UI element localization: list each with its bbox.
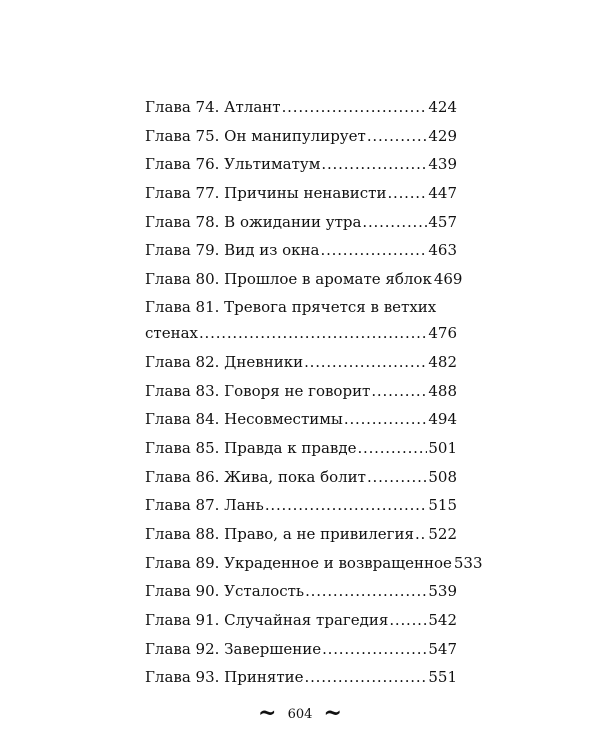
- dot-leader: [265, 492, 428, 518]
- dot-leader: [321, 151, 427, 177]
- toc-entry-76[interactable]: [145, 151, 457, 177]
- dot-leader: [367, 464, 427, 490]
- page-number: 604: [287, 707, 313, 722]
- toc-entry-title: Глава 87. Лань: [145, 496, 264, 515]
- toc-entry-page: 515: [428, 496, 457, 515]
- toc-entry-page: 501: [428, 439, 457, 458]
- toc-entry-85[interactable]: [145, 435, 457, 461]
- toc-entry-82[interactable]: [145, 349, 457, 375]
- toc-entry-title: Глава 77. Причины ненависти: [145, 183, 387, 202]
- toc-entry-79[interactable]: [145, 237, 457, 263]
- toc-entry-page: 488: [428, 381, 457, 400]
- dot-leader: [371, 378, 427, 404]
- toc-entry-84[interactable]: [145, 406, 457, 432]
- toc-entry-page: 482: [428, 353, 457, 372]
- dot-leader: [357, 435, 427, 461]
- toc-entry-page: 447: [428, 183, 457, 202]
- toc-entry-91[interactable]: [145, 607, 457, 633]
- dot-leader: [305, 664, 428, 690]
- toc-entry-page: 522: [428, 524, 457, 543]
- toc-entry-page: 542: [428, 610, 457, 629]
- table-of-contents: [145, 94, 483, 690]
- dot-leader: [344, 406, 427, 432]
- left-tilde-ornament: ~: [258, 698, 277, 728]
- toc-entry-92[interactable]: [145, 636, 457, 662]
- dot-leader: [387, 180, 427, 206]
- toc-entry-title: Глава 78. В ожидании утра: [145, 212, 362, 231]
- toc-entry-title-line2: стенах: [145, 324, 198, 343]
- toc-entry-78[interactable]: [145, 209, 457, 235]
- dot-leader: [282, 94, 428, 120]
- toc-entry-page: 539: [428, 582, 457, 601]
- toc-entry-title: Глава 82. Дневники: [145, 353, 304, 372]
- toc-entry-page: 508: [428, 467, 457, 486]
- toc-entry-77[interactable]: [145, 180, 457, 206]
- toc-entry-86[interactable]: [145, 464, 457, 490]
- toc-entry-page: 424: [428, 98, 457, 116]
- toc-entry-page: 469: [433, 269, 463, 288]
- toc-entry-88[interactable]: [145, 521, 457, 547]
- toc-entry-90[interactable]: [145, 578, 457, 604]
- toc-entry-74[interactable]: [145, 94, 457, 120]
- toc-entry-title: Глава 89. Украденное и возвращенное: [145, 553, 452, 572]
- toc-entry-75[interactable]: [145, 123, 457, 149]
- toc-entry-page: 463: [428, 241, 457, 260]
- toc-entry-page: 439: [428, 155, 457, 174]
- toc-entry-page: 533: [453, 553, 483, 572]
- toc-entry-title: Глава 80. Прошлое в аромате яблок: [145, 269, 432, 288]
- toc-entry-title: Глава 79. Вид из окна: [145, 241, 320, 260]
- toc-entry-page: 429: [428, 126, 457, 145]
- right-tilde-ornament: ~: [323, 698, 342, 728]
- dot-leader: [199, 320, 427, 346]
- dot-leader: [415, 521, 427, 547]
- dot-leader: [367, 123, 428, 149]
- toc-entry-title: Глава 92. Завершение: [145, 639, 322, 658]
- toc-entry-page: 551: [428, 668, 457, 687]
- toc-entry-title: Глава 86. Жива, пока болит: [145, 467, 366, 486]
- toc-entry-81[interactable]: [145, 294, 457, 346]
- toc-entry-89[interactable]: [145, 550, 483, 576]
- toc-entry-title-line1: Глава 81. Тревога прячется в ветхих: [145, 298, 437, 317]
- toc-entry-title: Глава 74. Атлант: [145, 98, 281, 116]
- dot-leader: [322, 636, 427, 662]
- toc-entry-title: Глава 84. Несовместимы: [145, 410, 343, 429]
- toc-entry-80[interactable]: [145, 266, 463, 292]
- dot-leader: [321, 237, 428, 263]
- toc-entry-93[interactable]: [145, 664, 457, 690]
- toc-entry-title: Глава 93. Принятие: [145, 668, 304, 687]
- toc-entry-title: Глава 91. Случайная трагедия: [145, 610, 389, 629]
- page-footer: [0, 698, 600, 728]
- toc-entry-title: Глава 85. Правда к правде: [145, 439, 357, 458]
- dot-leader: [389, 607, 427, 633]
- dot-leader: [304, 349, 427, 375]
- toc-entry-83[interactable]: [145, 378, 457, 404]
- toc-entry-page: 476: [428, 324, 457, 343]
- toc-entry-title: Глава 90. Усталость: [145, 582, 305, 601]
- toc-entry-title: Глава 88. Право, а не привилегия: [145, 524, 414, 543]
- toc-entry-page: 547: [428, 639, 457, 658]
- toc-entry-87[interactable]: [145, 492, 457, 518]
- toc-entry-title: Глава 75. Он манипулирует: [145, 126, 366, 145]
- toc-entry-title: Глава 76. Ультиматум: [145, 155, 321, 174]
- dot-leader: [362, 209, 427, 235]
- toc-entry-page: 494: [428, 410, 457, 429]
- dot-leader: [305, 578, 427, 604]
- toc-entry-page: 457: [428, 212, 457, 231]
- toc-entry-title: Глава 83. Говоря не говорит: [145, 381, 371, 400]
